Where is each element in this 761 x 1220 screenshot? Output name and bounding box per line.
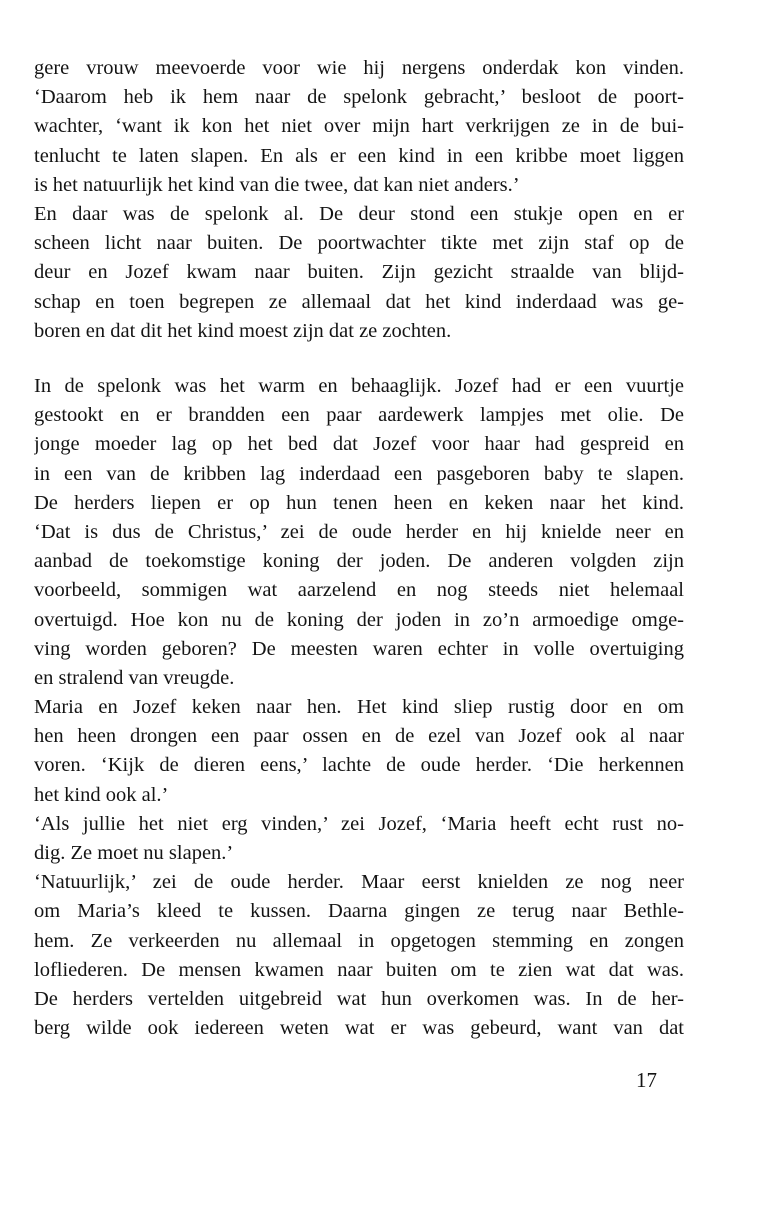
text-line: ving worden geboren? De meesten waren echter in volle overtuiging	[34, 637, 684, 660]
text-line: ‘Natuurlijk,’ zei de oude herder. Maar eerst knielden ze nog neer	[34, 871, 684, 894]
page-number: 17	[636, 1068, 657, 1092]
text-line: wachter, ‘want ik kon het niet over mijn hart verkrijgen ze in de bui-	[34, 115, 684, 138]
text-line: In de spelonk was het warm en behaaglijk. Jozef had er een vuurtje	[34, 375, 684, 397]
text-line: schap en toen begrepen ze allemaal dat het kind inderdaad was ge-	[34, 290, 684, 313]
text-line: scheen licht naar buiten. De poortwachter tikte met zijn staf op de	[34, 232, 684, 255]
text-line: het kind ook al.’	[34, 783, 169, 806]
text-line: tenlucht te laten slapen. En als er een kind in een kribbe moet liggen	[34, 144, 684, 167]
text-line: overtuigd. Hoe kon nu de koning der joden in zo’n armoedige omge-	[34, 608, 684, 631]
text-line: gestookt en er brandden een paar aardewerk lampjes met olie. De	[34, 404, 684, 427]
text-line: in een van de kribben lag inderdaad een pasgeboren baby te slapen.	[34, 462, 684, 485]
text-line: voorbeeld, sommigen wat aarzelend en nog steeds niet helemaal	[34, 579, 684, 602]
text-line: deur en Jozef kwam naar buiten. Zijn gezicht straalde van blijd-	[34, 261, 684, 284]
paragraph-1	[34, 54, 684, 346]
text-line: De herders liepen er op hun tenen heen en keken naar het kind.	[34, 491, 684, 514]
text-line: Maria en Jozef keken naar hen. Het kind sliep rustig door en om	[34, 696, 684, 719]
text-line: jonge moeder lag op het bed dat Jozef voor haar had gespreid en	[34, 433, 684, 456]
text-line: en stralend van vreugde.	[34, 666, 235, 689]
text-line: is het natuurlijk het kind van die twee, dat kan niet anders.’	[34, 173, 520, 196]
text-line: gere vrouw meevoerde voor wie hij nergens onderdak kon vinden.	[34, 57, 684, 79]
text-line: ‘Dat is dus de Christus,’ zei de oude herder en hij knielde neer en	[34, 520, 684, 543]
text-line: aanbad de toekomstige koning der joden. De anderen volgden zijn	[34, 550, 684, 573]
text-line: lofliederen. De mensen kwamen naar buiten om te zien wat dat was.	[34, 958, 684, 981]
text-line: ‘Als jullie het niet erg vinden,’ zei Jozef, ‘Maria heeft echt rust no-	[34, 812, 684, 835]
text-line: voren. ‘Kijk de dieren eens,’ lachte de oude herder. ‘Die herkennen	[34, 754, 684, 777]
text-line: ‘Daarom heb ik hem naar de spelonk gebracht,’ besloot de poort-	[34, 86, 684, 109]
text-line: boren en dat dit het kind moest zijn dat ze zochten.	[34, 319, 452, 342]
text-line: hen heen drongen een paar ossen en de ezel van Jozef ook al naar	[34, 725, 684, 748]
text-line: om Maria’s kleed te kussen. Daarna gingen ze terug naar Bethle-	[34, 900, 684, 923]
text-line: dig. Ze moet nu slapen.’	[34, 842, 234, 864]
text-line: En daar was de spelonk al. De deur stond een stukje open en er	[34, 202, 684, 225]
text-line: berg wilde ook iedereen weten wat er was gebeurd, want van dat	[34, 1017, 684, 1040]
text-line: De herders vertelden uitgebreid wat hun overkomen was. In de her-	[34, 987, 684, 1010]
text-line: hem. Ze verkeerden nu allemaal in opgetogen stemming en zongen	[34, 929, 684, 952]
paragraph-2	[34, 372, 684, 1043]
